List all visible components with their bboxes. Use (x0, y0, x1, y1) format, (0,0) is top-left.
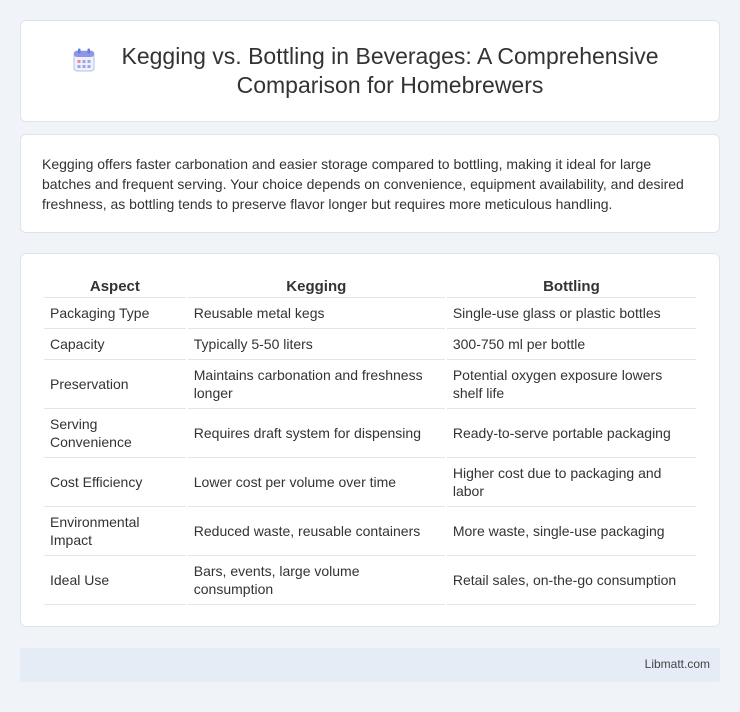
table-cell-aspect: Serving Convenience (44, 409, 186, 458)
table-cell-aspect: Ideal Use (44, 556, 186, 605)
table-cell-bottling: Higher cost due to packaging and labor (447, 458, 696, 507)
table-row (44, 329, 696, 360)
summary-card (20, 134, 720, 233)
table-cell-kegging: Lower cost per volume over time (188, 458, 445, 507)
table-cell-kegging: Requires draft system for dispensing (188, 409, 445, 458)
summary-text: Kegging offers faster carbonation and easier storage compared to bottling, making it ideal for large batches and frequent serving. Your choice depends on convenience, equipment availability, and desired freshness, as bottling tends to preserve flavor longer but requires more meticulous handling. (42, 156, 684, 212)
comparison-table (42, 274, 698, 605)
title-card (20, 20, 720, 122)
table-row (44, 298, 696, 329)
table-cell-aspect: Cost Efficiency (44, 458, 186, 507)
column-header-aspect: Aspect (44, 274, 186, 298)
table-row (44, 458, 696, 507)
column-header-kegging: Kegging (188, 274, 445, 298)
table-cell-aspect: Environmental Impact (44, 507, 186, 556)
table-cell-aspect: Capacity (44, 329, 186, 360)
table-cell-kegging: Reusable metal kegs (188, 298, 445, 329)
table-cell-kegging: Reduced waste, reusable containers (188, 507, 445, 556)
page-title: Kegging vs. Bottling in Beverages: A Comprehensive Comparison for Homebrewers (121, 43, 659, 98)
table-cell-bottling: Retail sales, on-the-go consumption (447, 556, 696, 605)
table-row (44, 409, 696, 458)
comparison-card (20, 253, 720, 627)
table-cell-bottling: Single-use glass or plastic bottles (447, 298, 696, 329)
table-cell-bottling: Potential oxygen exposure lowers shelf life (447, 360, 696, 409)
table-cell-kegging: Maintains carbonation and freshness longer (188, 360, 445, 409)
table-cell-aspect: Packaging Type (44, 298, 186, 329)
footer (20, 648, 720, 682)
table-header-row (44, 274, 696, 298)
table-row (44, 556, 696, 605)
column-header-bottling: Bottling (447, 274, 696, 298)
table-row (44, 360, 696, 409)
table-row (44, 507, 696, 556)
table-cell-kegging: Bars, events, large volume consumption (188, 556, 445, 605)
table-cell-bottling: Ready-to-serve portable packaging (447, 409, 696, 458)
table-cell-kegging: Typically 5-50 liters (188, 329, 445, 360)
table-cell-aspect: Preservation (44, 360, 186, 409)
table-cell-bottling: 300-750 ml per bottle (447, 329, 696, 360)
table-cell-bottling: More waste, single-use packaging (447, 507, 696, 556)
footer-brand[interactable]: Libmatt.com (644, 657, 710, 671)
